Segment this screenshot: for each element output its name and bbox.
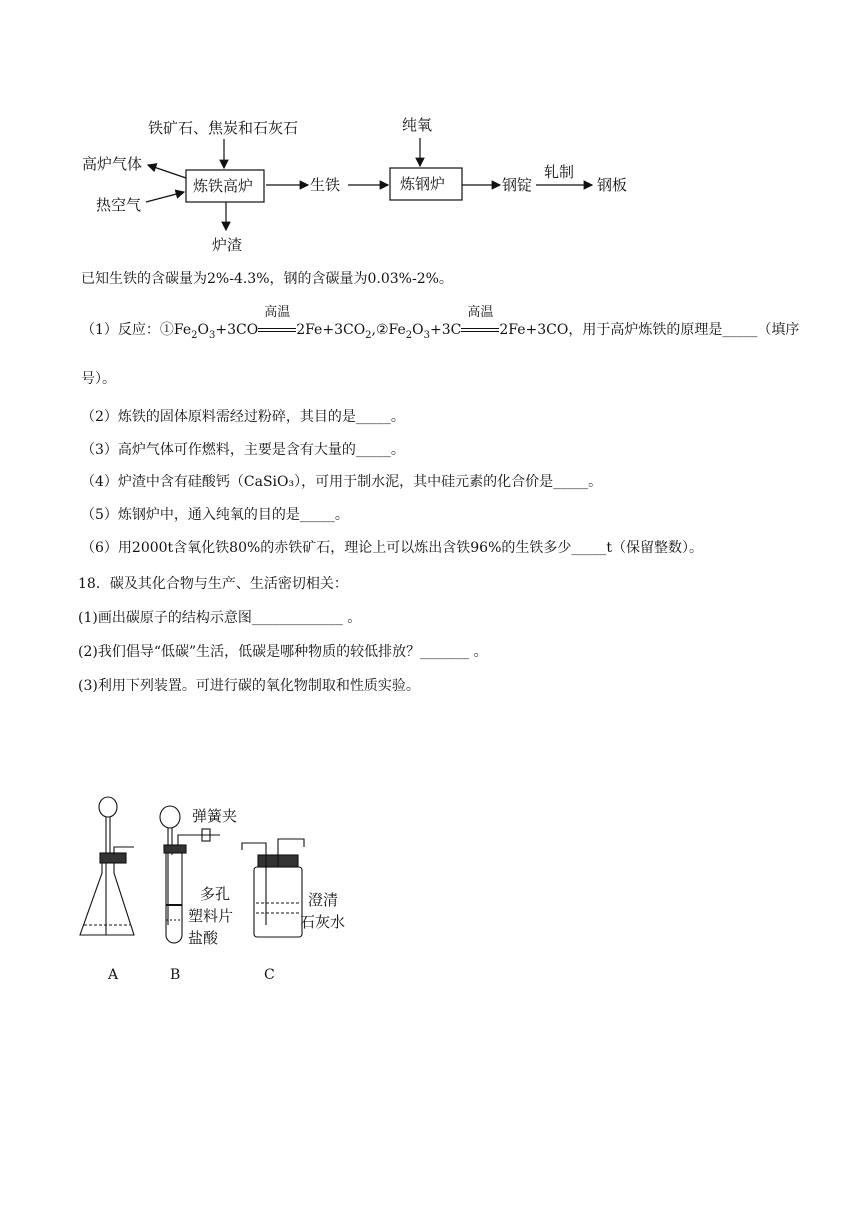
apparatus-c	[242, 839, 304, 937]
porous-plate-label-2: 塑料片	[188, 907, 234, 925]
apparatus-a	[80, 797, 134, 935]
steel-plate-label: 钢板	[597, 176, 628, 194]
lab-apparatus-figure	[70, 795, 370, 990]
label-c: C	[264, 967, 275, 983]
problem-18-part-3: (3)利用下列装置。可进行碳的氧化物制取和性质实验。	[78, 678, 420, 694]
steel-furnace-label: 炼钢炉	[400, 175, 446, 193]
question-2: （2）炼铁的固体原料需经过粉碎，其目的是_____。	[81, 409, 405, 425]
acid-label: 盐酸	[188, 929, 219, 947]
slag-label: 炉渣	[212, 236, 243, 254]
porous-plate-label-1: 多孔	[200, 885, 231, 903]
question-1: （1）反应：$①Fe_2O_3+3CO$ 高温 $2Fe+3CO_2,②Fe_2O_3+3C$ 高温 2Fe+3CO，用于高炉炼铁的原理是_____（填序	[81, 305, 800, 341]
q1-suffix: 2Fe+3CO，用于高炉炼铁的原理是_____（填序	[499, 322, 800, 338]
question-5: （5）炼钢炉中，通入纯氧的目的是_____。	[81, 507, 349, 523]
blast-furnace-gas-label: 高炉气体	[82, 155, 143, 173]
raw-materials-label: 铁矿石、焦炭和石灰石	[148, 119, 299, 137]
limewater-label-1: 澄清	[308, 891, 339, 909]
pure-oxygen-label: 纯氧	[402, 116, 433, 134]
hot-air-label: 热空气	[96, 196, 142, 214]
high-temp-condition-2: 高温	[461, 320, 499, 340]
problem-18: 18．碳及其化合物与生产、生活密切相关：	[78, 576, 348, 592]
pig-iron-label: 生铁	[310, 176, 341, 194]
q1-prefix: （1）反应：①Fe	[81, 322, 192, 338]
label-a: A	[108, 967, 119, 983]
q1-mid2: ,②Fe	[371, 322, 406, 338]
high-temp-condition-1: 高温	[258, 320, 296, 340]
question-1-continued: 号）。	[81, 371, 116, 387]
question-6: （6）用2000t含氧化铁80%的赤铁矿石，理论上可以炼出含铁96%的生铁多少_____t（保留整数）。	[81, 540, 704, 556]
blast-furnace-label: 炼铁高炉	[193, 177, 254, 195]
limewater-label-2: 石灰水	[300, 913, 346, 931]
problem-18-part-2: (2)我们倡导“低碳”生活，低碳是哪种物质的较低排放？_______ 。	[78, 644, 488, 660]
steel-ingot-label: 钢锭	[502, 176, 533, 194]
problem-18-part-1: (1)画出碳原子的结构示意图_____________ 。	[78, 610, 362, 626]
spring-clamp-label: 弹簧夹	[192, 807, 238, 825]
known-carbon-content: 已知生铁的含碳量为2%-4.3%，钢的含碳量为0.03%-2%。	[81, 271, 453, 287]
rolling-label: 轧制	[544, 163, 575, 181]
question-4: （4）炉渣中含有硅酸钙（CaSiO₃），可用于制水泥，其中硅元素的化合价是_____。	[81, 474, 603, 490]
question-3: （3）高炉气体可作燃料，主要是含有大量的_____。	[81, 442, 405, 458]
label-b: B	[170, 967, 181, 983]
q1-mid1: 2Fe+3CO	[296, 322, 366, 338]
process-flowchart	[0, 0, 860, 265]
